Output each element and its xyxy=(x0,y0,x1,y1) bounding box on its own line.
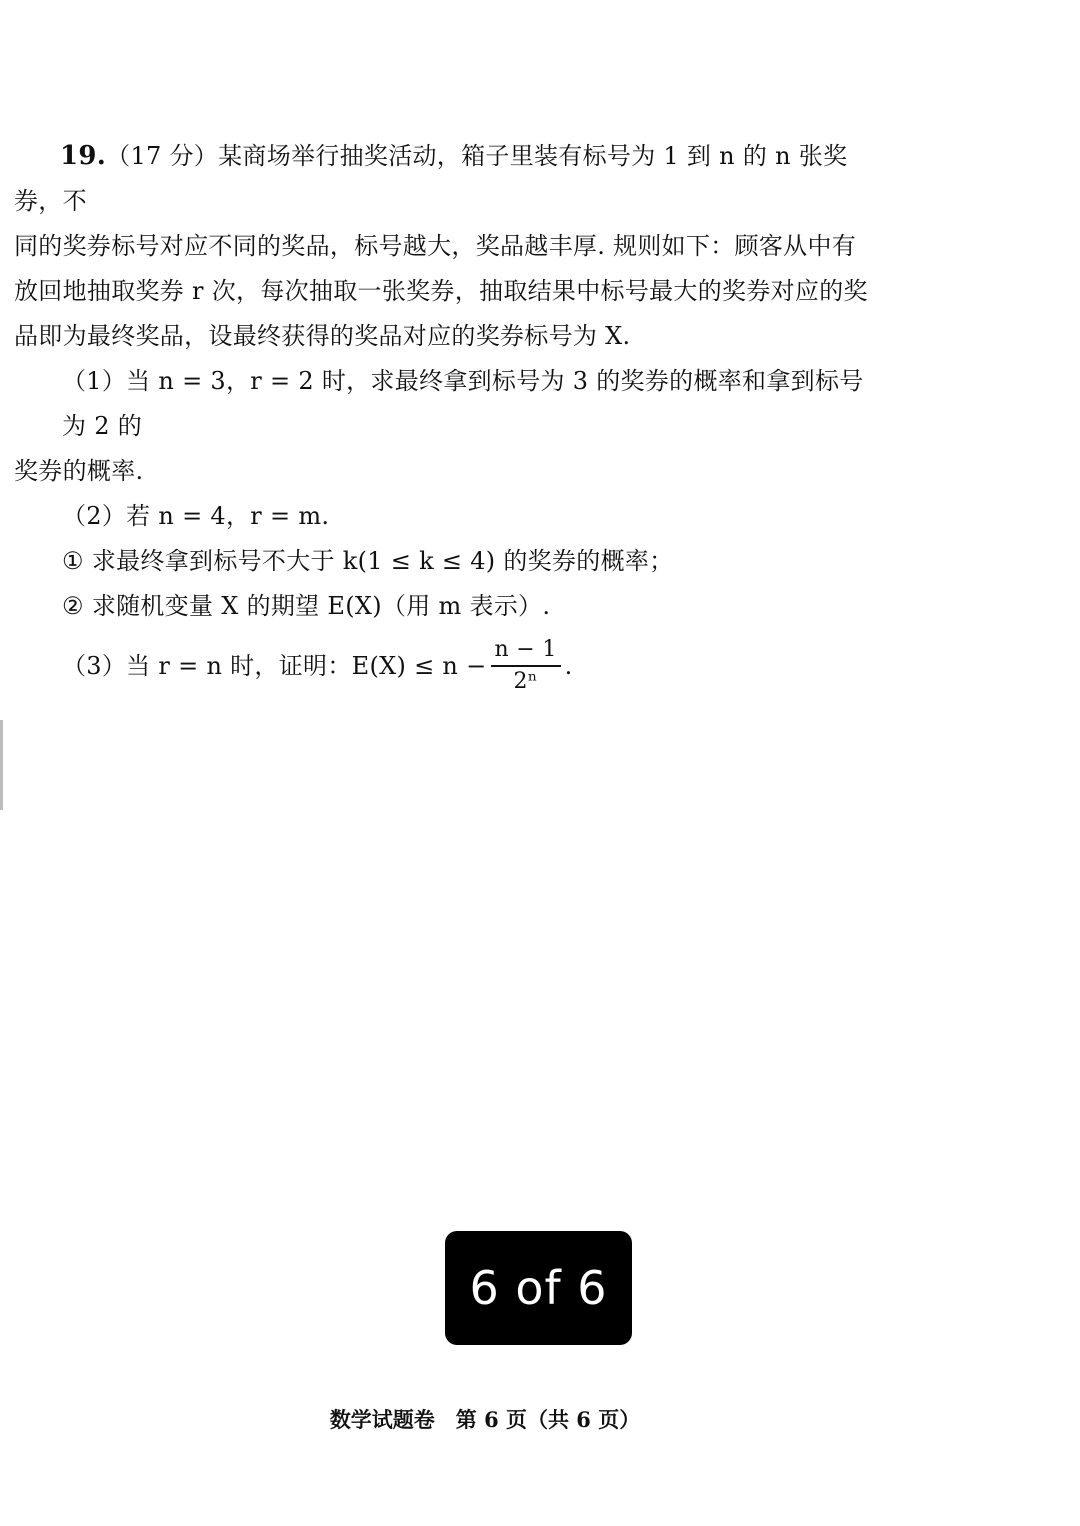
intro-line-4: 品即为最终奖品，设最终获得的奖品对应的奖券标号为 X. xyxy=(14,322,631,350)
part-1 xyxy=(14,359,870,449)
part-1-line-1: （1）当 n = 3，r = 2 时，求最终拿到标号为 3 的奖券的概率和拿到标号为 2 的 xyxy=(62,367,864,440)
part-3-prefix: （3）当 r = n 时，证明：E(X) ≤ n − xyxy=(62,651,487,680)
part-2-sub-2-text: 求随机变量 X 的期望 E(X)（用 m 表示）. xyxy=(91,592,551,620)
part-3-suffix: . xyxy=(564,651,573,680)
part-2-text: （2）若 n = 4，r = m. xyxy=(62,502,330,530)
fraction-denominator: 2ⁿ xyxy=(513,669,538,694)
question-number: 19. xyxy=(60,141,107,171)
question-19 xyxy=(14,134,870,695)
intro-line-3: 放回地抽取奖券 r 次，每次抽取一张奖券，抽取结果中标号最大的奖券对应的奖 xyxy=(14,277,868,305)
part-3 xyxy=(14,637,870,695)
intro-line-2: 同的奖券标号对应不同的奖品，标号越大，奖品越丰厚. 规则如下：顾客从中有 xyxy=(14,232,857,260)
page-footer: 数学试题卷 第 6 页（共 6 页） xyxy=(329,1407,641,1432)
part-2-sub-1-text: 求最终拿到标号不大于 k(1 ≤ k ≤ 4) 的奖券的概率； xyxy=(91,547,674,575)
scan-edge-mark xyxy=(0,720,3,810)
fraction-numerator: n − 1 xyxy=(491,637,561,667)
part-3-fraction xyxy=(491,637,561,695)
circled-two-marker: ② xyxy=(62,592,84,620)
page-indicator-badge: 6 of 6 xyxy=(445,1231,632,1345)
question-intro xyxy=(14,134,870,359)
part-2-subquestion-1 xyxy=(14,539,870,584)
question-points: （17 分） xyxy=(106,142,219,170)
intro-line-1: 某商场举行抽奖活动，箱子里装有标号为 1 到 n 的 n 张奖券，不 xyxy=(14,142,848,215)
part-2 xyxy=(14,494,870,539)
part-1-continued xyxy=(14,449,870,494)
part-2-subquestion-2 xyxy=(14,584,870,629)
circled-one-marker: ① xyxy=(62,547,84,575)
part-1-line-2: 奖券的概率. xyxy=(14,457,144,485)
